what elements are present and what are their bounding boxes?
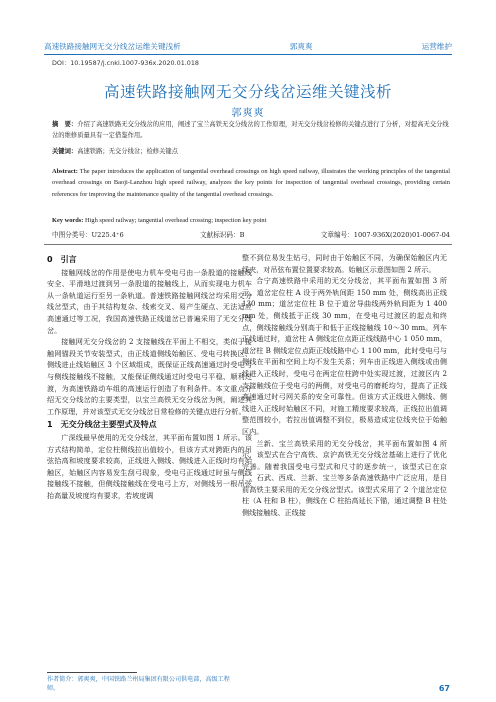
paper-title: 高速铁路接触网无交分线岔运维关键浅析 [103, 83, 392, 101]
body-paragraph: 合宁高速铁路中采用的无交分线岔，其平面布置如图 3 所示。道岔定位柱 A 设于两外轨间距 150 mm 处，侧线高出正线 130 mm；道岔定位柱 B 位于道岔导曲线两外轨间距为 1 400 mm 处，侧线抵于正线 30 mm，在受电弓过渡区的起点和终点，侧线接触线分别高于和低于正线接触线 10～30 mm。列车正线通过时，道岔柱 A 侧线定位点距正线线路中心 1 050 mm，道岔柱 B 侧线定位点距正线线路中心 1 100 mm，此时受电弓与侧线在平面和空间上均不发生关系；列车由正线进入侧线或由侧线进入正线时，受电弓在两定位柱跨中处实现过渡，过渡区内 2 支接触线位于受电弓的两侧，对受电弓的磨耗均匀，提高了正线高速通过时弓网关系的安全可靠性。但该方式正线进入侧线、侧线进入正线时始触区不同，对施工精度要求较高，正线拉出值调整范围较小，若拉出值调整不到位，极易造成定位线夹位于始触区内。 [242, 276, 447, 436]
abstract-zh [52, 119, 450, 141]
page-number: 67 [438, 684, 450, 693]
abstract-en-label: Abstract: [52, 168, 78, 175]
author-name: 郭爽爽 [231, 108, 265, 119]
classification-line [52, 229, 450, 239]
section-heading-introduction: 0 引言 [47, 255, 77, 264]
right-column [242, 252, 447, 519]
article-number: 文章编号：1007-936X(2020)01-0067-04 [320, 231, 450, 239]
keywords-en-label: Key words: [52, 217, 84, 224]
abstract-en [52, 166, 450, 200]
keywords-zh-text: 高速铁路；无交分线岔；检修关键点 [77, 148, 178, 155]
header-rule [44, 54, 452, 55]
body-paragraph: 整不到位易发生钻弓，同时由于始触区不同，为确保始触区内无线夹，对吊弦布置位置要求较高。始触区示意图如图 2 所示。 [242, 253, 447, 274]
body-paragraph: 兰新、宝兰高铁采用的无交分线岔，其平面布置如图 4 所示，该型式在合宁高铁、京沪高铁无交分线岔基础上进行了优化完善。随着我国受电弓型式和尺寸的逐步统一，该型式已在京广、石武、西成、兰新、宝兰等多条高速铁路中广泛应用，是目前高铁主要采用的无交分线岔型式。该型式采用了 2 个道岔定位柱（A 柱和 B 柱），侧线在 C 柱抬高延长下锚，通过调整 B 柱处侧线接触线、正线接 [242, 438, 447, 518]
clc-number: 中图分类号：U225.4⁺6 [52, 231, 124, 239]
keywords-en-text: High speed railway; tangential overhead crossing; inspection key point [85, 217, 267, 224]
author-footnote: 作者简介：郭爽爽，中国铁路兰州局集团有限公司供电部，高级工程师。 [47, 676, 230, 692]
footnote-rule [47, 672, 137, 673]
body-paragraph: 接触网无交分线岔的 2 支接触线在平面上不相交，类似于接触网锚段关节安装型式，由正线道侧线始触区、受电弓转换区、侧线进止线始触区 3 个区域组成，既保证正线高速通过时受电弓与侧线接触线不接触，又能保证侧线通过时受电弓平稳、顺利过渡，为高速铁路动车组的高速运行创造了有利条件。本文重点介绍无交分线岔的主要类型，以宝兰高铁无交分线岔为例，阐述其工作原理，并对该型式无交分线岔日常检修的关键点进行分析。 [47, 337, 252, 416]
keywords-en [52, 215, 450, 226]
running-header [44, 40, 452, 52]
abstract-zh-label: 摘 要： [52, 121, 78, 128]
keywords-zh-label: 关键词： [52, 148, 78, 155]
document-code: 文献标识码：B [200, 231, 245, 239]
body-paragraph: 广深线最早使用的无交分线岔，其平面布置如图 1 所示。该方式结构简单，定位柱侧线拉出值较小，但该方式对跨距内的吊弦拾高和坡度要求较高，正线进入侧线、侧线进入正线时均有始触区，始触区内容易发生刮弓现象，受电弓正线通过时虽与侧线接触线不接触，但侧线接触线在受电弓上方，对侧线另一根吊弦抬高量及坡度均有要求，若坡度调 [47, 432, 252, 500]
section-heading-types: 1 无交分线岔主要型式及特点 [47, 420, 157, 430]
abstract-zh-text: 介绍了高速铁路无交分线岔的应用，阐述了宝兰高铁无交分线岔的工作原理，对无交分线岔检修的关键点进行了分析，对提高无交分线岔的维修质量具有一定借鉴作用。 [52, 121, 449, 140]
running-header-author: 郭爽爽 [289, 42, 313, 51]
abstract-en-text: The paper introduces the application of tangential overhead crossings on high speed railway, illustrates the working principles of the tangential overhead crossings on Baoji-Lanzhou high speed railway, analyzes the key points for inspection of tangential overhead crossings, providing certain references for improving the maintenance quality of the tangential overhead crossings. [52, 168, 450, 198]
abstract-rule [44, 244, 452, 245]
keywords-zh [52, 146, 450, 157]
running-header-title: 高速铁路接触网无交分线岔运维关键浅析 [44, 42, 181, 51]
doi: DOI：10.19587/j.cnki.1007-936x.2020.01.018 [52, 59, 199, 67]
left-column [47, 252, 252, 501]
running-header-section: 运营维护 [421, 42, 452, 51]
body-paragraph: 接触网线岔的作用是使电力机车受电弓由一条股道的接触线安全、平滑地过渡到另一条股道的接触线上，从而实现电力机车从一条轨道运行至另一条轨道。普速铁路接触网线岔均采用交分线岔型式，由于其结构复杂、线索交叉、易产生硬点、无法适应高速通过等工况，我国高速铁路正线道岔已普遍采用了无交分线岔。 [47, 267, 252, 335]
